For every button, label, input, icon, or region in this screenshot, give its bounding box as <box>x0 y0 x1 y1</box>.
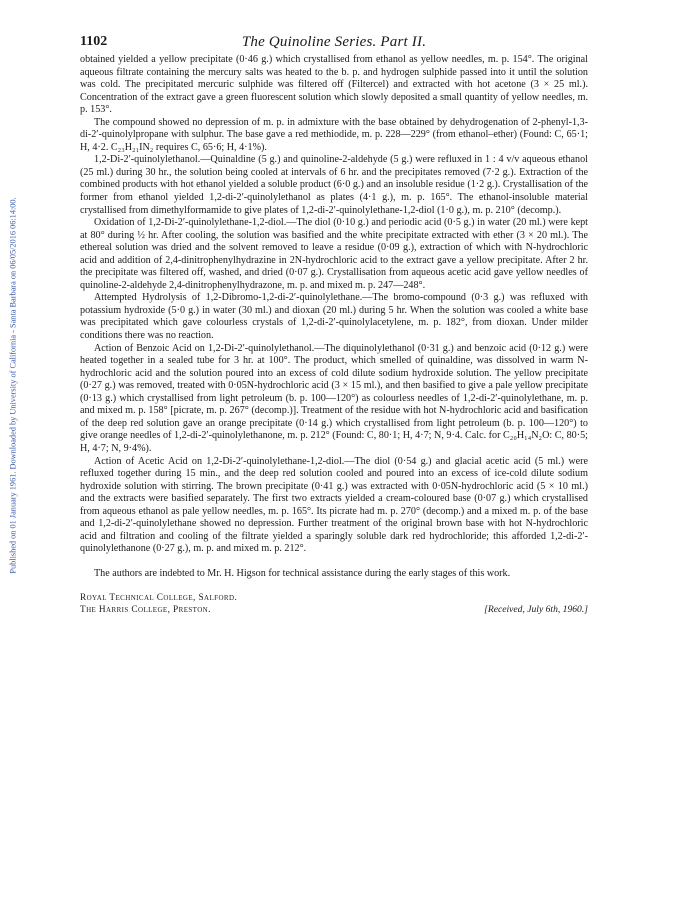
paragraph: Attempted Hydrolysis of 1,2-Dibromo-1,2-di-2′-quinolylethane.—The bromo-compound (0·3 g.) was refluxed with potassium hydroxide (5·0 g.) in water (30 ml.) and dioxan (20 ml.) during 5 hr. When the solution was cooled a white base was precipitated which gave colourless crystals of 1,2-di-2′-quinolylacetylene, m. p. 182°, from dioxan. Under milder conditions there was no reaction. <box>80 292 588 342</box>
paragraph: Action of Benzoic Acid on 1,2-Di-2′-quinolylethanol.—The diquinolylethanol (0·31 g.) and benzoic acid (0·12 g.) were heated together in a sealed tube for 3 hr. at 100°. The product, which smelled of quinaldine, was dissolved in warm N-hydrochloric acid and the solution poured into an excess of cold dilute sodium hydroxide solution. The yellow precipitate (0·27 g.) was removed, treated with 0·05N-hydrochloric acid (3 × 15 ml.), and then basified to give a pale yellow precipitate (0·13 g.) which crystallised from light petroleum (b. p. 100—120°) as colourless needles of 1,2-di-2′-quinolylethane, m. p. and mixed m. p. 158° [picrate, m. p. 267° (decomp.)]. Treatment of the residue with hot N-hydrochloric acid and basification of the deep red solution gave an orange precipitate (0·14 g.) which crystallised from light petroleum (b. p. 100—120°) to give orange needles of 1,2-di-2′-quinolylethanone, m. p. 212° (Found: C, 80·1; H, 4·7; N, 9·4. Calc. for C₂₀H₁₄N₂O: C, 80·5; H, 4·7; N, 9·4%). <box>80 342 588 454</box>
publication-side-note <box>6 80 20 690</box>
received-date: [Received, July 6th, 1960.] <box>484 604 588 616</box>
side-note-text: Published on 01 January 1961. Downloaded by University of California - Santa Barbara on 06/05/2016 06:14:00. <box>8 196 18 574</box>
institution-line: The Harris College, Preston. <box>80 605 211 616</box>
institution-line: Royal Technical College, Salford. <box>80 593 238 604</box>
acknowledgement: The authors are indebted to Mr. H. Higson for technical assistance during the early stages of this work. <box>94 567 511 579</box>
paragraph: The compound showed no depression of m. p. in admixture with the base obtained by dehydrogenation of 2-phenyl-1,3-di-2′-quinolylpropane with sulphur. The base gave a red methiodide, m. p. 228—229° (from ethanol–ether) (Found: C, 65·1; H, 4·2. C₂₃H₂₁IN₂ requires C, 65·6; H, 4·1%). <box>80 116 588 153</box>
article-body <box>80 54 588 616</box>
paragraph: Action of Acetic Acid on 1,2-Di-2′-quinolylethane-1,2-diol.—The diol (0·54 g.) and glacial acetic acid (5 ml.) were refluxed together during 15 min., and the deep red solution cooled and poured into an excess of ice-cold dilute sodium hydroxide solution with stirring. The brown precipitate (0·41 g.) was extracted with 0·05N-hydrochloric acid (5 × 10 ml.) and the extracts were basified separately. The first two extracts yielded a cream-coloured base (0·07 g.) which crystallised from aqueous ethanol as pale yellow needles, m. p. 165°. Its picrate had m. p. 270° (decomp.) and a mixed m. p. of the base and 1,2-di-2′-quinolylethane showed no depression. Further treatment of the original brown base with hot N-hydrochloric acid and filtration and cooling of the filtrate yielded a sparingly soluble dark red hydrochloride; this afforded 1,2-di-2′-quinolylethanone (0·27 g.), m. p. and mixed m. p. 212°. <box>80 455 588 555</box>
affiliation-footer <box>80 592 588 616</box>
paragraph: obtained yielded a yellow precipitate (0·46 g.) which crystallised from ethanol as yellow needles, m. p. 154°. The original aqueous filtrate containing the mercury salts was heated to the b. p. and hydrogen sulphide passed into it until the solution was cold. The precipitated mercuric sulphide was filtered off (Filtercel) and extracted with hot acetone (3 × 25 ml.). Concentration of the extract gave a green fluorescent solution which slowly deposited a small quantity of yellow needles, m. p. 153°. <box>80 54 588 116</box>
page-number: 1102 <box>80 34 108 49</box>
running-title: The Quinoline Series. Part II. <box>241 34 427 50</box>
paragraph: 1,2-Di-2′-quinolylethanol.—Quinaldine (5 g.) and quinoline-2-aldehyde (5 g.) were refluxed in 1 : 4 v/v aqueous ethanol (25 ml.) during 30 hr., the solution being cooled at intervals of 6 hr. and the precipitates removed (7·2 g.). Extraction of the combined products with hot ethanol yielded a soluble product (6·0 g.) and an insoluble residue (1·2 g.). Crystallisation of the former from ethanol yielded 1,2-di-2′-quinolylethanol as plates (4·1 g.), m. p. 165°. The ethanol-insoluble material crystallised from dimethylformamide to give plates of 1,2-di-2′-quinolylethane-1,2-diol (1·0 g.), m. p. 210° (decomp.). <box>80 154 588 216</box>
page-header <box>80 34 588 52</box>
paragraph: Oxidation of 1,2-Di-2′-quinolylethane-1,2-diol.—The diol (0·10 g.) and periodic acid (0·5 g.) in water (20 ml.) were kept at 80° during ½ hr. After cooling, the solution was basified and the white precipitate extracted with ether (3 × 20 ml.). The ethereal solution was dried and the solvent removed to leave a residue (0·09 g.), extraction of which with N-hydrochloric acid and addition of 2,4-dinitrophenylhydrazine in 2N-hydrochloric acid to the extract gave a yellow precipitate. After 2 hr. the precipitate was filtered off, washed, and dried (0·07 g.). Crystallisation from aqueous acetic acid gave yellow needles of quinoline-2-aldehyde 2,4-dinitrophenylhydrazone, m. p. and mixed m. p. 247—248°. <box>80 217 588 291</box>
